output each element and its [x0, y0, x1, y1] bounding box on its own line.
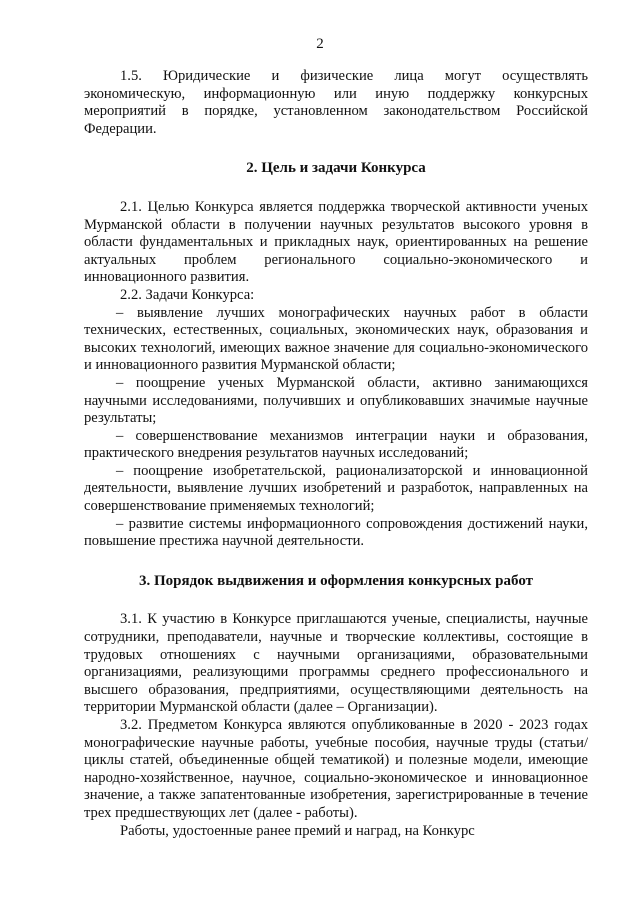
task-item: – развитие системы информационного сопровождения достижений науки, повышение престижа научной деятельности. [84, 515, 588, 550]
document-body [84, 68, 588, 840]
section-2-heading: 2. Цель и задачи Конкурса [246, 160, 426, 177]
paragraph-2-2: 2.2. Задачи Конкурса: [120, 286, 255, 303]
paragraph-3-2: 3.2. Предметом Конкурса являются опубликованные в 2020 - 2023 годах монографические научные работы, учебные пособия, научные труды (статьи/циклы статей, объединенные общей тематикой) и полезные модели, имеющие народно-хозяйственное, научное, социально-экономическое и инновационное значение, а также запатентованные изобретения, зарегистрированные в течение трех предшествующих лет (далее - работы). [84, 717, 588, 821]
page-number: 2 [316, 36, 324, 52]
paragraph-3-1: 3.1. К участию в Конкурсе приглашаются ученые, специалисты, научные сотрудники, преподаватели, научные и творческие коллективы, состоящие в трудовых отношениях с научными организациями, образовательными организациями, реализующими программы среднего профессионального и высшего образования, предприятиями, осуществляющими деятельность на территории Мурманской области (далее – Организации). [84, 611, 588, 716]
section-3-heading: 3. Порядок выдвижения и оформления конкурсных работ [139, 572, 533, 589]
paragraph-2-1: 2.1. Целью Конкурса является поддержка творческой активности ученых Мурманской области в получении научных результатов высокого уровня в области фундаментальных и прикладных наук, ориентированных на решение актуальных проблем регионального социально-экономического и инновационного развития. [84, 198, 588, 286]
task-item: – выявление лучших монографических научных работ в области технических, естественных, социальных, экономических наук, образования и высоких технологий, имеющих важное значение для социально-экономического и инновационного развития Мурманской области; [84, 304, 588, 374]
task-item: – совершенствование механизмов интеграции науки и образования, практического внедрения результатов научных исследований; [84, 427, 588, 462]
task-item: – поощрение ученых Мурманской области, активно занимающихся научными исследованиями, получивших и опубликовавших значимые научные результаты; [84, 374, 588, 427]
task-item: – поощрение изобретательской, рационализаторской и инновационной деятельности, выявление лучших изобретений и разработок, направленных на совершенствование применяемых технологий; [84, 462, 588, 515]
paragraph-continuation: Работы, удостоенные ранее премий и наград, на Конкурс [120, 822, 475, 839]
paragraph-1-5: 1.5. Юридические и физические лица могут осуществлять экономическую, информационную или иную поддержку конкурсных мероприятий в порядке, установленном законодательством Российской Федерации. [84, 68, 588, 137]
